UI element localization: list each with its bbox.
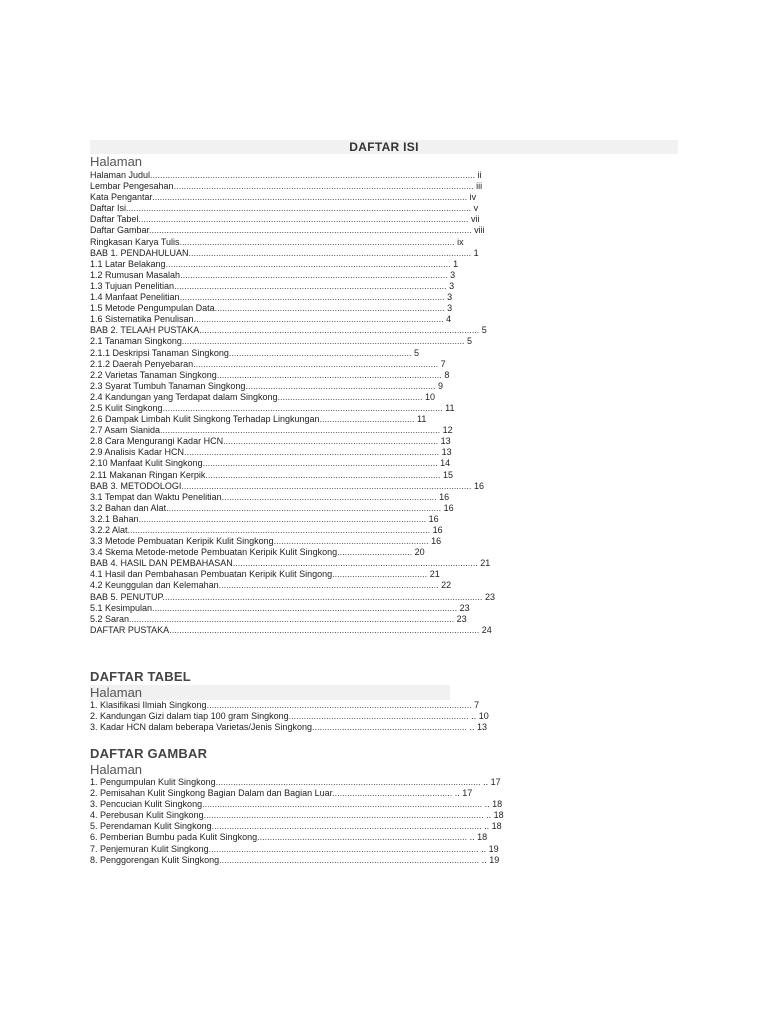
toc-entry-leader-dots: ................................................................................................................. bbox=[188, 247, 472, 258]
toc-entry-label: 1.1 Latar Belakang bbox=[90, 258, 166, 269]
toc-entry-page-number: 16 bbox=[432, 525, 443, 535]
toc-entry-leader-dots: .............................................................................................................................. bbox=[152, 192, 468, 203]
toc-entry bbox=[90, 569, 678, 580]
toc-entry-page-number: v bbox=[473, 203, 479, 214]
toc-entry-leader-dots: .............................................................................................................. bbox=[166, 502, 442, 513]
figure-entry-label: 5. Perendaman Kulit Singkong bbox=[90, 821, 212, 832]
toc-entry-label: 3.3 Metode Pembuatan Keripik Kulit Singkong bbox=[90, 536, 274, 547]
toc-entry-label: Ringkasan Karya Tulis bbox=[90, 236, 180, 247]
toc-entry-page-number: 16 bbox=[439, 491, 450, 502]
toc-entry-leader-dots: ........................................................................................ bbox=[218, 580, 439, 591]
figure-entry bbox=[90, 788, 490, 799]
toc-entry-leader-dots: .......................................................................................................................... bbox=[152, 602, 458, 613]
toc-entry-label: 5.2 Saran bbox=[90, 613, 130, 624]
toc-entry bbox=[90, 192, 678, 203]
toc-entry-page-number: 3 bbox=[450, 269, 456, 280]
toc-entry-leader-dots: .................................................................................................. bbox=[232, 558, 478, 569]
toc-entry-page-number: 16 bbox=[428, 513, 439, 524]
toc-entry bbox=[90, 503, 678, 514]
toc-entry-leader-dots: ............................................................................ bbox=[245, 380, 436, 391]
toc-entry-leader-dots: ................................................................................................................ bbox=[160, 425, 441, 436]
toc-entry-label: Kata Pengantar bbox=[90, 192, 153, 203]
toc-entry-leader-dots: .................................................................................................... bbox=[193, 314, 444, 325]
figure-entry-page-number: .. 18 bbox=[484, 821, 502, 832]
figure-list-entries bbox=[90, 777, 504, 866]
toc-entry bbox=[90, 547, 678, 558]
toc-entry bbox=[90, 447, 678, 458]
toc-entry-label: 1.3 Tujuan Penelitian bbox=[90, 280, 175, 291]
table-entry-label: 2. Kandungan Gizi dalam tiap 100 gram Singkong bbox=[90, 711, 289, 722]
toc-entry-leader-dots: .................................................................................................................................. bbox=[150, 170, 476, 180]
table-entry-leader-dots: .............................................................. bbox=[311, 722, 467, 733]
toc-entry-leader-dots: .......................................................................................................... bbox=[179, 292, 445, 303]
toc-entry bbox=[90, 558, 678, 569]
toc-entry-label: 2.5 Kulit Singkong bbox=[90, 402, 163, 413]
toc-entry-page-number: 20 bbox=[414, 547, 425, 558]
toc-entry-label: 2.11 Makanan Ringan Kerpik bbox=[90, 469, 206, 480]
toc-entry bbox=[90, 603, 678, 614]
toc-entry-label: 2.2 Varietas Tanaman Singkong bbox=[90, 369, 217, 380]
toc-entry-leader-dots: .......................................................... bbox=[277, 391, 423, 402]
toc-entry bbox=[90, 514, 678, 525]
toc-entry-leader-dots: .................................................................................................................. bbox=[165, 258, 451, 269]
figure-entry-leader-dots: .................................................................................... bbox=[257, 832, 468, 843]
toc-entry-label: 1.4 Manfaat Penelitian bbox=[90, 292, 180, 303]
toc-entry-label: 4.2 Keunggulan dan Kelemahan bbox=[90, 580, 219, 591]
figure-entry bbox=[90, 799, 503, 810]
figure-list-title: DAFTAR GAMBAR bbox=[90, 746, 208, 761]
toc-entry bbox=[90, 392, 678, 403]
figure-entry bbox=[90, 810, 504, 821]
figure-entry-label: 3. Pencucian Kulit Singkong bbox=[90, 799, 203, 810]
toc-entry-leader-dots: .......................................................................................................................................... bbox=[126, 203, 472, 214]
toc-entry bbox=[90, 425, 678, 436]
toc-entry bbox=[90, 336, 678, 347]
toc-entry-page-number: 13 bbox=[440, 436, 451, 447]
toc-entry-page-number: 8 bbox=[444, 369, 450, 380]
toc-entry-label: 3.4 Skema Metode-metode Pembuatan Keripik Kulit Singkong bbox=[90, 547, 338, 558]
toc-entry-label: BAB 5. PENUTUP bbox=[90, 591, 163, 602]
toc-entry-page-number: 5 bbox=[466, 336, 472, 347]
table-list-entries bbox=[90, 700, 490, 733]
toc-entry-label: 5.1 Kesimpulan bbox=[90, 602, 153, 613]
toc-entry-page-number: 11 bbox=[417, 414, 427, 425]
toc-entry-label: Daftar Tabel bbox=[90, 214, 139, 225]
table-entry-page-number: .. 10 bbox=[471, 711, 489, 722]
toc-entry bbox=[90, 281, 678, 292]
toc-entry-page-number: 16 bbox=[473, 480, 484, 491]
figure-entry-page-number: .. 17 bbox=[483, 777, 501, 787]
figure-entry bbox=[90, 854, 500, 866]
toc-entry-leader-dots: .............................................................. bbox=[273, 536, 429, 547]
toc-entry bbox=[90, 492, 678, 503]
toc-entry-leader-dots: ...................................................................................................... bbox=[184, 447, 440, 458]
figure-entry-leader-dots: ........................................................................................................ bbox=[219, 854, 480, 865]
toc-entry-label: 2.1.2 Daerah Penyebaran bbox=[90, 358, 194, 369]
toc-entry-page-number: 5 bbox=[413, 347, 419, 358]
table-list-title: DAFTAR TABEL bbox=[90, 669, 191, 684]
toc-entry-label: 2.9 Analisis Kadar HCN bbox=[90, 447, 185, 458]
toc-entry-label: BAB 4. HASIL DAN PEMBAHASAN bbox=[90, 558, 233, 569]
table-entry-page-number: 7 bbox=[474, 700, 480, 710]
toc-entry bbox=[90, 381, 678, 392]
toc-entry-page-number: vii bbox=[470, 214, 480, 225]
toc-entry-leader-dots: ................................................................................................................ bbox=[162, 402, 443, 413]
table-entry-leader-dots: ........................................................................ bbox=[288, 711, 469, 722]
toc-entry bbox=[90, 259, 678, 270]
toc-entry bbox=[90, 592, 678, 603]
figure-entry bbox=[90, 821, 502, 832]
toc-entry-leader-dots: ................................................................................................................................ bbox=[162, 591, 483, 602]
toc-entry-leader-dots: .............................................................................................................. bbox=[179, 236, 455, 247]
toc-entry-page-number: 9 bbox=[438, 380, 444, 391]
toc-entry-leader-dots: .................................................................................................................................. bbox=[129, 613, 455, 624]
toc-entry-leader-dots: .............................. bbox=[337, 547, 413, 558]
toc-entry-page-number: 22 bbox=[441, 580, 452, 591]
table-entry bbox=[90, 700, 490, 711]
toc-entry-page-number: 14 bbox=[440, 458, 451, 469]
toc-entry-leader-dots: ...................................................................................... bbox=[223, 436, 439, 447]
toc-entry bbox=[90, 348, 678, 359]
toc-entry bbox=[90, 536, 678, 547]
toc-entry-page-number: 21 bbox=[480, 558, 491, 569]
toc-entry-label: 2.10 Manfaat Kulit Singkong bbox=[90, 458, 203, 469]
toc-entry-page-number: 16 bbox=[443, 502, 454, 513]
toc-entry-leader-dots: .......................................................................................... bbox=[216, 369, 442, 380]
toc-entry-label: 2.1 Tanaman Singkong bbox=[90, 336, 182, 347]
toc-entry-page-number: 13 bbox=[441, 447, 452, 458]
toc-entry-label: 3.2 Bahan dan Alat bbox=[90, 502, 167, 513]
toc-entry-page-number: 11 bbox=[445, 402, 455, 413]
toc-entry bbox=[90, 625, 678, 636]
toc-entry-label: 2.4 Kandungan yang Terdapat dalam Singkong bbox=[90, 391, 278, 402]
toc-entry-leader-dots: ............................................................................................................................ bbox=[169, 624, 480, 635]
figure-entry-page-number: .. 19 bbox=[481, 843, 499, 854]
toc-entry-page-number: iii bbox=[476, 181, 483, 192]
toc-section bbox=[90, 140, 678, 636]
toc-entry-leader-dots: .................................................................................................................................... bbox=[138, 214, 469, 225]
toc-entry-label: 3.2.1 Bahan bbox=[90, 513, 139, 524]
toc-entry-page-number: viii bbox=[474, 225, 485, 236]
toc-entry-label: 3.1 Tempat dan Waktu Penelitian bbox=[90, 491, 222, 502]
toc-entry-leader-dots: ......................................................................... bbox=[228, 347, 412, 358]
toc-entry-label: Daftar Isi bbox=[90, 203, 127, 214]
toc-entry-leader-dots: ............................................................................................ bbox=[214, 303, 445, 314]
toc-entry bbox=[90, 470, 678, 481]
figure-entry-label: 8. Penggorengan Kulit Singkong bbox=[90, 854, 220, 865]
toc-entry-leader-dots: ......................................................................................................................... bbox=[127, 525, 431, 535]
table-entry-label: 1. Klasifikasi Ilmiah Singkong bbox=[90, 700, 207, 710]
toc-entry-label: BAB 3. METODOLOGI bbox=[90, 480, 182, 491]
toc-entry-page-number: 3 bbox=[447, 303, 453, 314]
toc-entry-page-number: 15 bbox=[442, 469, 453, 480]
figure-entry-leader-dots: ................................................................................................................ bbox=[202, 799, 483, 810]
toc-entry bbox=[90, 436, 678, 447]
toc-entry-label: 2.8 Cara Mengurangi Kadar HCN bbox=[90, 436, 224, 447]
figure-entry-page-number: .. 19 bbox=[481, 854, 500, 865]
toc-entry-label: 4.1 Hasil dan Pembahasan Pembuatan Keripik Kulit Singong bbox=[90, 569, 333, 580]
toc-entry bbox=[90, 181, 678, 192]
figure-entry-label: 4. Perebusan Kulit Singkong bbox=[90, 810, 204, 821]
toc-entry-label: 2.3 Syarat Tumbuh Tanaman Singkong bbox=[90, 380, 246, 391]
toc-entry-label: 2.7 Asam Sianida bbox=[90, 425, 161, 436]
table-entry-leader-dots: .......................................................................................................... bbox=[206, 700, 472, 710]
toc-entry-leader-dots: .............................................................................................. bbox=[205, 469, 441, 480]
toc-entry-leader-dots: ................................................................................................................ bbox=[199, 325, 480, 336]
toc-entry-page-number: ix bbox=[457, 236, 464, 247]
toc-entry bbox=[90, 414, 678, 425]
toc-entry-page-number: 23 bbox=[484, 591, 495, 602]
toc-entry-leader-dots: ........................................................................................................................ bbox=[173, 181, 474, 192]
toc-entry-page-number: 3 bbox=[447, 292, 453, 303]
figure-entry-page-number: .. 18 bbox=[486, 810, 504, 821]
toc-entry bbox=[90, 170, 678, 181]
figure-entry-label: 2. Pemisahan Kulit Singkong Bagian Dalam dan Bagian Luar bbox=[90, 788, 333, 799]
toc-entry-page-number: iv bbox=[469, 192, 477, 203]
toc-entry-label: 3.2.2 Alat bbox=[90, 525, 128, 535]
figure-entry bbox=[90, 843, 499, 855]
toc-entry-label: Daftar Gambar bbox=[90, 225, 150, 236]
toc-entry-label: Halaman Judul bbox=[90, 170, 151, 180]
toc-entry-leader-dots: ................................................................................................................. bbox=[181, 336, 465, 347]
figure-entry-label: 1. Pengumpulan Kulit Singkong bbox=[90, 777, 216, 787]
toc-entry-label: BAB 1. PENDAHULUAN bbox=[90, 247, 189, 258]
toc-entry-leader-dots: ........................................................................................................... bbox=[180, 269, 448, 280]
table-list-section bbox=[90, 669, 490, 733]
toc-entry bbox=[90, 370, 678, 381]
toc-entry-page-number: 7 bbox=[440, 358, 446, 369]
toc-entry-label: DAFTAR PUSTAKA bbox=[90, 624, 170, 635]
toc-entry-label: 2.6 Dampak Limbah Kulit Singkong Terhadap Lingkungan bbox=[90, 414, 320, 425]
figure-entry bbox=[90, 777, 501, 788]
toc-entries bbox=[90, 170, 678, 636]
toc-entry bbox=[90, 359, 678, 370]
toc-entry bbox=[90, 403, 678, 414]
figure-entry-leader-dots: ................................................ bbox=[332, 788, 453, 799]
toc-entry-leader-dots: ................................................................................................................................. bbox=[149, 225, 472, 236]
toc-entry-leader-dots: ...................................................................................... bbox=[221, 491, 437, 502]
toc-entry bbox=[90, 270, 678, 281]
figure-entry-leader-dots: ............................................................................................................ bbox=[208, 843, 479, 854]
toc-entry bbox=[90, 225, 678, 236]
toc-entry bbox=[90, 314, 678, 325]
toc-entry-leader-dots: ...................................... bbox=[332, 569, 428, 580]
figure-entry-leader-dots: ............................................................................................................ bbox=[211, 821, 482, 832]
toc-entry-page-number: ii bbox=[477, 170, 482, 180]
toc-entry-page-number: 24 bbox=[481, 624, 492, 635]
figure-list-halaman-label: Halaman bbox=[90, 762, 143, 777]
toc-entry-page-number: 5 bbox=[481, 325, 487, 336]
toc-entry bbox=[90, 303, 678, 314]
table-entry bbox=[90, 722, 490, 733]
toc-entry bbox=[90, 237, 678, 248]
toc-entry-page-number: 1 bbox=[453, 258, 459, 269]
figure-entry-label: 7. Penjemuran Kulit Singkong bbox=[90, 843, 209, 854]
figure-entry bbox=[90, 832, 490, 843]
toc-entry-page-number: 21 bbox=[429, 569, 440, 580]
toc-entry bbox=[90, 580, 678, 591]
toc-entry bbox=[90, 292, 678, 303]
toc-entry-page-number: 4 bbox=[446, 314, 452, 325]
figure-list-section bbox=[90, 746, 504, 866]
toc-entry-label: Lembar Pengesahan bbox=[90, 181, 174, 192]
toc-entry bbox=[90, 525, 678, 536]
toc-entry-label: 1.5 Metode Pengumpulan Data bbox=[90, 303, 215, 314]
toc-entry-page-number: 23 bbox=[459, 602, 470, 613]
toc-entry-leader-dots: .............................................................................................. bbox=[202, 458, 438, 469]
toc-entry bbox=[90, 614, 678, 625]
toc-entry-page-number: 12 bbox=[442, 425, 453, 436]
toc-entry bbox=[90, 214, 678, 225]
toc-entry bbox=[90, 248, 678, 259]
figure-entry-page-number: .. 18 bbox=[469, 832, 488, 843]
figure-entry-page-number: .. 18 bbox=[484, 799, 503, 810]
toc-title: DAFTAR ISI bbox=[90, 140, 678, 154]
toc-entry-leader-dots: .................................................................................................. bbox=[193, 358, 439, 369]
toc-entry-page-number: 23 bbox=[456, 613, 467, 624]
toc-entry-label: 1.2 Rumusan Masalah bbox=[90, 269, 181, 280]
toc-entry-label: 1.6 Sistematika Penulisan bbox=[90, 314, 194, 325]
toc-entry-page-number: 1 bbox=[473, 247, 479, 258]
toc-entry bbox=[90, 325, 678, 336]
table-entry-page-number: .. 13 bbox=[469, 722, 488, 733]
toc-entry-page-number: 3 bbox=[449, 280, 455, 291]
toc-entry-leader-dots: ................................................................................................................... bbox=[138, 513, 427, 524]
figure-entry-page-number: .. 17 bbox=[454, 788, 473, 799]
toc-entry-page-number: 16 bbox=[431, 536, 442, 547]
toc-entry-label: BAB 2. TELAAH PUSTAKA bbox=[90, 325, 200, 336]
figure-entry-leader-dots: ................................................................................................................ bbox=[203, 810, 484, 821]
toc-halaman-label: Halaman bbox=[90, 154, 143, 169]
toc-entry bbox=[90, 481, 678, 492]
table-entry bbox=[90, 711, 490, 722]
toc-entry-label: 2.1.1 Deskripsi Tanaman Singkong bbox=[90, 347, 229, 358]
toc-entry-leader-dots: ...................................... bbox=[319, 414, 415, 425]
toc-entry-page-number: 10 bbox=[425, 391, 436, 402]
table-entry-label: 3. Kadar HCN dalam beberapa Varietas/Jenis Singkong bbox=[90, 722, 312, 733]
toc-entry bbox=[90, 458, 678, 469]
figure-entry-leader-dots: .......................................................................................................... bbox=[215, 777, 481, 787]
figure-entry-label: 6. Pemberian Bumbu pada Kulit Singkong bbox=[90, 832, 258, 843]
toc-entry-leader-dots: ............................................................................................................. bbox=[174, 280, 447, 291]
toc-entry bbox=[90, 203, 678, 214]
table-list-halaman-label: Halaman bbox=[90, 685, 450, 700]
toc-entry-leader-dots: .................................................................................................................... bbox=[181, 480, 472, 491]
